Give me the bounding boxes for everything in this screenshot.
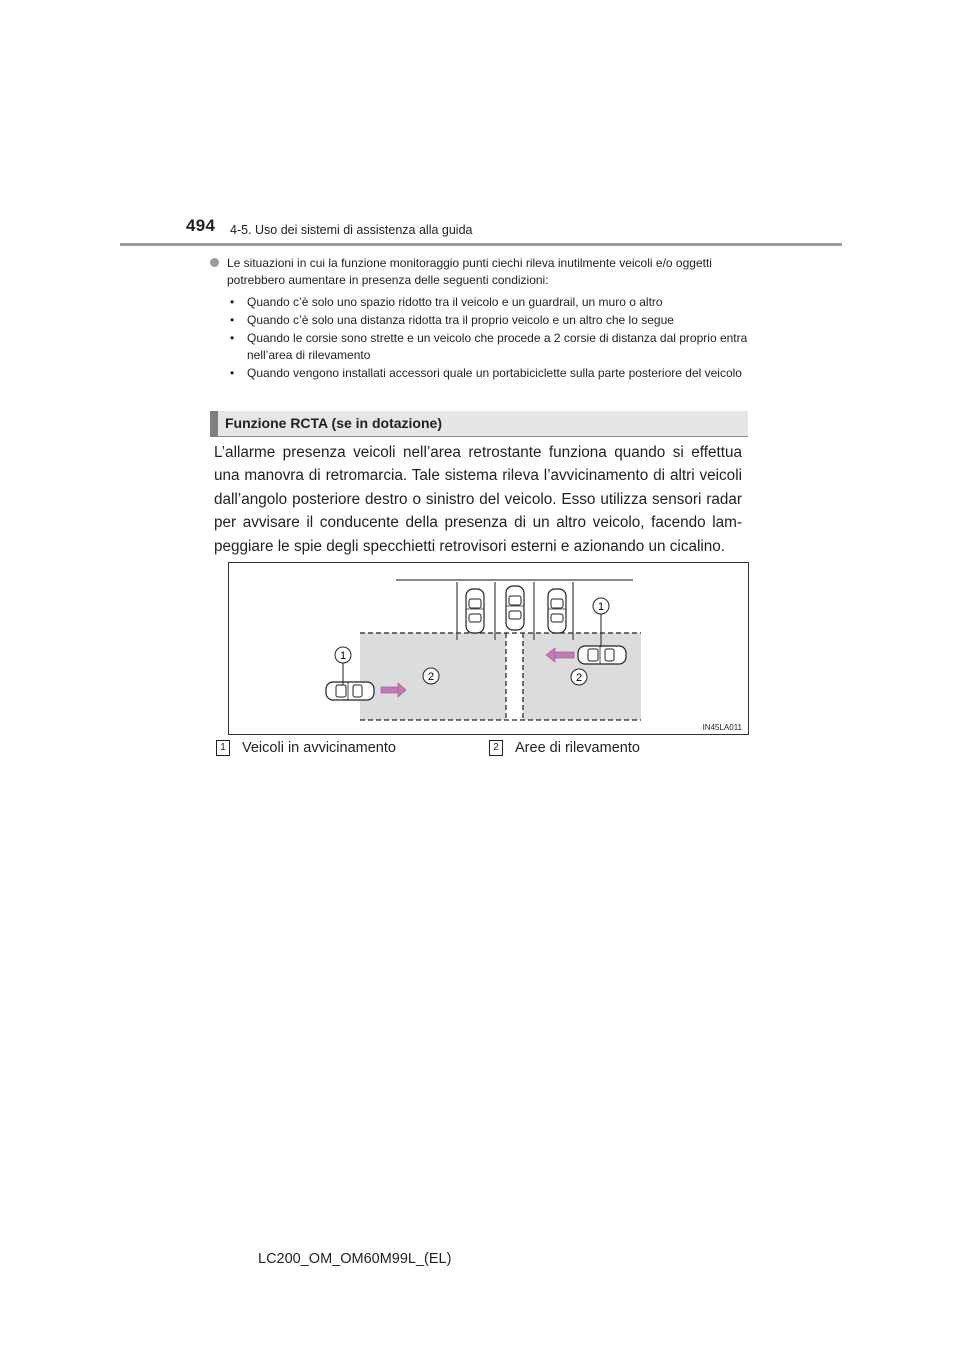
legend-item-2: [489, 740, 640, 756]
list-item-text: Quando le corsie sono strette e un veicolo che procede a 2 corsie di distanza dal proprio entra nell’area di rilevamento: [247, 331, 748, 362]
callout-2-left: [423, 668, 439, 684]
bullet-dot-icon: •: [230, 313, 235, 327]
list-item: [227, 365, 757, 382]
condition-list: [227, 294, 757, 383]
parked-car-icon: [466, 589, 484, 633]
note-block: [210, 255, 755, 289]
parking-diagram: [229, 563, 750, 736]
header-divider: [120, 243, 842, 246]
approaching-car-right-icon: [578, 646, 626, 664]
legend-item-1: [216, 740, 396, 756]
section-heading: [210, 411, 748, 437]
callout-label: 2: [575, 672, 583, 684]
reversing-car-icon: [506, 586, 524, 630]
list-item-text: Quando c’è solo una distanza ridotta tra il proprio veicolo e un altro che lo segue: [247, 313, 674, 327]
note-text: Le situazioni in cui la funzione monitoraggio punti ciechi rileva inutilmente veicoli e/o oggetti potrebbero aumentare in presenza delle seguenti condizioni:: [227, 256, 712, 287]
callout-label: 2: [427, 671, 435, 683]
legend-label: Aree di rilevamento: [515, 740, 640, 756]
bullet-dot-icon: •: [230, 366, 235, 380]
body-paragraph: L’allarme presenza veicoli nell’area retrostante funziona quando si effettua una manovra di retromarcia. Tale sistema rileva l’avvicinamento di altri veicoli dall’angolo posteriore destro o sinistro del veicolo. Esso utilizza sensori radar per avvisare il conducente della presenza di un altro veicolo, facendo lam-peggiare le spie degli specchietti retrovisori esterni e azionando un cicalino.: [214, 444, 742, 555]
page-number: 494: [186, 216, 216, 235]
section-heading-text: Funzione RCTA (se in dotazione): [225, 415, 442, 431]
rcta-illustration: [228, 562, 749, 735]
legend-number: 2: [489, 740, 503, 756]
heading-accent: [210, 411, 218, 437]
legend-label: Veicoli in avvicinamento: [242, 740, 396, 756]
list-item-text: Quando c’è solo uno spazio ridotto tra il veicolo e un guardrail, un muro o altro: [247, 295, 663, 309]
bullet-circle-icon: [210, 258, 219, 267]
parked-car-icon: [548, 589, 566, 633]
figure-code: IN45LA011: [702, 723, 742, 732]
callout-2-right: [571, 669, 587, 685]
callout-1-left: [335, 647, 351, 685]
list-item: [227, 330, 757, 364]
list-item: [227, 294, 757, 311]
bullet-dot-icon: •: [230, 331, 235, 345]
list-item-text: Quando vengono installati accessori quale un portabiciclette sulla parte posteriore del veicolo: [247, 366, 742, 380]
legend-number: 1: [216, 740, 230, 756]
callout-label: 1: [597, 601, 605, 613]
list-item: [227, 312, 757, 329]
section-title: 4-5. Uso dei sistemi di assistenza alla guida: [230, 223, 473, 237]
footer-code: LC200_OM_OM60M99L_(EL): [258, 1251, 452, 1267]
bullet-dot-icon: •: [230, 295, 235, 309]
callout-label: 1: [339, 650, 347, 662]
approaching-car-left-icon: [326, 682, 374, 700]
